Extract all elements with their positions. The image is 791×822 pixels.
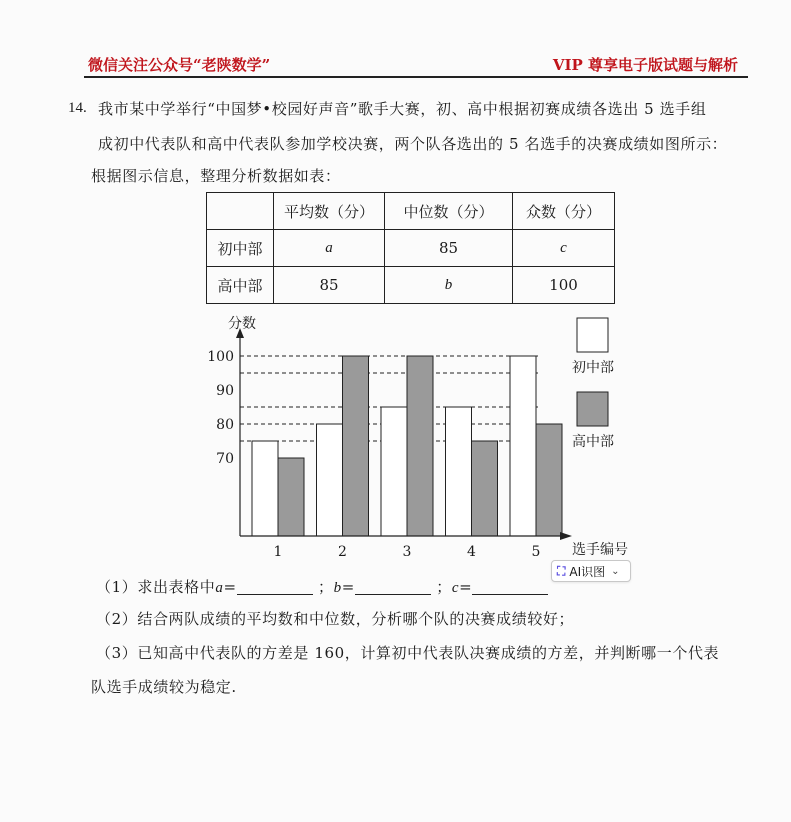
table-header-cell: 中位数（分） xyxy=(385,193,513,230)
x-tick-label: 4 xyxy=(467,544,476,560)
bar xyxy=(252,441,278,536)
chevron-down-icon: ⌄ xyxy=(611,565,620,577)
separator: ； xyxy=(436,578,452,596)
y-tick-label: 100 xyxy=(207,349,234,365)
table-cell: 85 xyxy=(274,267,385,304)
legend-swatch xyxy=(577,392,608,426)
answer-blank-b[interactable] xyxy=(355,578,431,595)
header-left-text: 微信关注公众号“老陕数学” xyxy=(88,56,271,74)
y-axis-label: 分数 xyxy=(228,316,256,332)
ai-scan-icon: ⛶ xyxy=(557,563,566,578)
legend-swatch xyxy=(577,318,608,352)
question-line-3: 根据图示信息，整理分析数据如表： xyxy=(91,167,341,185)
table-row xyxy=(207,267,615,304)
y-tick-label: 90 xyxy=(216,383,234,399)
y-tick-label: 70 xyxy=(216,451,234,467)
question-line-1: 我市某中学举行“中国梦•校园好声音”歌手大赛，初、高中根据初赛成绩各选出 5 选手组 xyxy=(98,100,707,118)
q1-prefix: （1）求出表格中 xyxy=(96,578,216,596)
table-header-cell: 平均数（分） xyxy=(274,193,385,230)
bar xyxy=(317,424,343,536)
bar xyxy=(343,356,369,536)
answer-blank-c[interactable] xyxy=(472,578,548,595)
table-cell: c xyxy=(513,230,615,267)
subquestion-3-line-2: 队选手成绩较为稳定. xyxy=(91,678,237,696)
legend-label: 高中部 xyxy=(572,434,614,450)
x-axis-label: 选手编号 xyxy=(572,542,628,558)
equals-sign: = xyxy=(341,578,355,596)
table-header-cell xyxy=(207,193,274,230)
table-header-row xyxy=(207,193,615,230)
x-tick-label: 3 xyxy=(402,544,412,560)
x-axis-arrow xyxy=(560,532,572,540)
bar xyxy=(472,441,498,536)
x-tick-label: 2 xyxy=(338,544,347,560)
bar xyxy=(278,458,304,536)
table-cell: a xyxy=(274,230,385,267)
bar xyxy=(510,356,536,536)
table-row xyxy=(207,230,615,267)
table-cell: 85 xyxy=(385,230,513,267)
separator: ； xyxy=(318,578,334,596)
bar xyxy=(446,407,472,536)
equals-sign: = xyxy=(459,578,473,596)
subquestion-3-line-1: （3）已知高中代表队的方差是 160，计算初中代表队决赛成绩的方差，并判断哪一个代表 xyxy=(96,644,720,662)
question-line-2: 成初中代表队和高中代表队参加学校决赛，两个队各选出的 5 名选手的决赛成绩如图所示： xyxy=(98,135,728,153)
answer-line-1 xyxy=(96,572,548,603)
x-tick-label: 5 xyxy=(531,544,541,560)
bar-chart xyxy=(200,312,640,562)
table-cell: 初中部 xyxy=(207,230,274,267)
page-header xyxy=(84,54,748,78)
bar xyxy=(381,407,407,536)
question-number: 14. xyxy=(68,100,87,116)
ai-button-label: AI识图 xyxy=(569,564,606,579)
equals-sign: = xyxy=(223,578,237,596)
var-a: a xyxy=(215,580,224,596)
var-b: b xyxy=(333,580,342,596)
ai-image-recognition-button[interactable] xyxy=(551,560,631,582)
table-cell: 高中部 xyxy=(207,267,274,304)
subquestion-2: （2）结合两队成绩的平均数和中位数，分析哪个队的决赛成绩较好； xyxy=(96,610,575,628)
table-cell: b xyxy=(385,267,513,304)
legend-label: 初中部 xyxy=(572,360,614,376)
table-header-cell: 众数（分） xyxy=(513,193,615,230)
header-right-text: VIP 尊享电子版试题与解析 xyxy=(552,56,738,74)
stats-table xyxy=(206,192,615,304)
table-cell: 100 xyxy=(513,267,615,304)
var-c: c xyxy=(451,580,460,596)
answer-blank-a[interactable] xyxy=(237,578,313,595)
x-tick-label: 1 xyxy=(273,544,283,560)
y-tick-label: 80 xyxy=(216,417,234,433)
bar xyxy=(407,356,433,536)
bar xyxy=(536,424,562,536)
